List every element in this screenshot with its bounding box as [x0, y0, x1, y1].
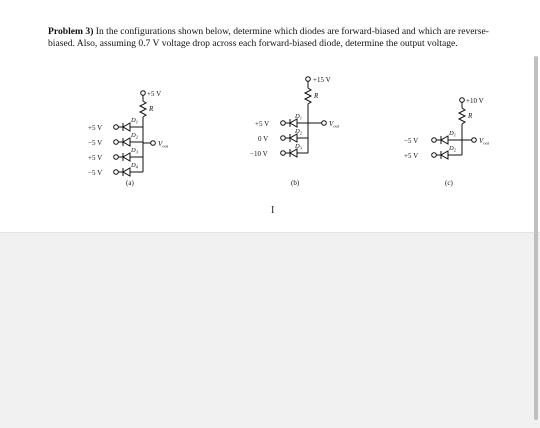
a-supply-label: +5 V	[147, 90, 162, 98]
problem-text: In the configurations shown below, determine which diodes are forward-biased and which are reverse-biased. Also, assuming 0.7 V voltage drop across each forward-biased diode, determine the output voltage.	[48, 26, 489, 50]
b-input-3: −10 V	[250, 150, 268, 158]
c-diode-2-label: $D_2$	[449, 145, 456, 153]
b-resistor-label: R	[314, 92, 319, 100]
text-cursor: I	[271, 205, 275, 216]
b-input-1: +5 V	[255, 120, 270, 128]
b-diode-1-label: $D_1$	[295, 113, 302, 121]
c-input-2: +5 V	[404, 152, 419, 160]
page-divider	[0, 232, 540, 233]
b-supply-label: +15 V	[313, 76, 331, 84]
c-resistor-label: R	[468, 112, 473, 120]
b-caption: (b)	[291, 179, 300, 187]
a-input-3: +5 V	[88, 154, 103, 162]
b-input-2: 0 V	[258, 135, 269, 143]
c-output-label: $V_{out}$	[479, 137, 490, 146]
a-diode-4-label: $D_4$	[131, 162, 138, 170]
scrollbar[interactable]	[534, 56, 538, 420]
a-diode-3-label: $D_3$	[131, 147, 138, 155]
a-diode-2-label: $D_2$	[131, 132, 138, 140]
a-diode-1-label: $D_1$	[131, 117, 138, 125]
a-input-4: −5 V	[88, 169, 103, 177]
a-input-1: +5 V	[88, 124, 103, 132]
a-output-label: $V_{out}$	[158, 140, 169, 149]
problem-number: Problem 3)	[48, 26, 94, 37]
b-diode-3-label: $D_3$	[295, 143, 302, 151]
a-resistor-label: R	[149, 105, 154, 113]
c-supply-label: +10 V	[466, 97, 484, 105]
a-caption: (a)	[126, 179, 134, 187]
c-diode-1-label: $D_1$	[449, 130, 456, 138]
b-diode-2-label: $D_2$	[295, 128, 302, 136]
b-output-label: $V_{out}$	[329, 120, 340, 129]
c-caption: (c)	[445, 179, 453, 187]
c-input-1: −5 V	[404, 137, 419, 145]
a-input-2: −5 V	[88, 139, 103, 147]
